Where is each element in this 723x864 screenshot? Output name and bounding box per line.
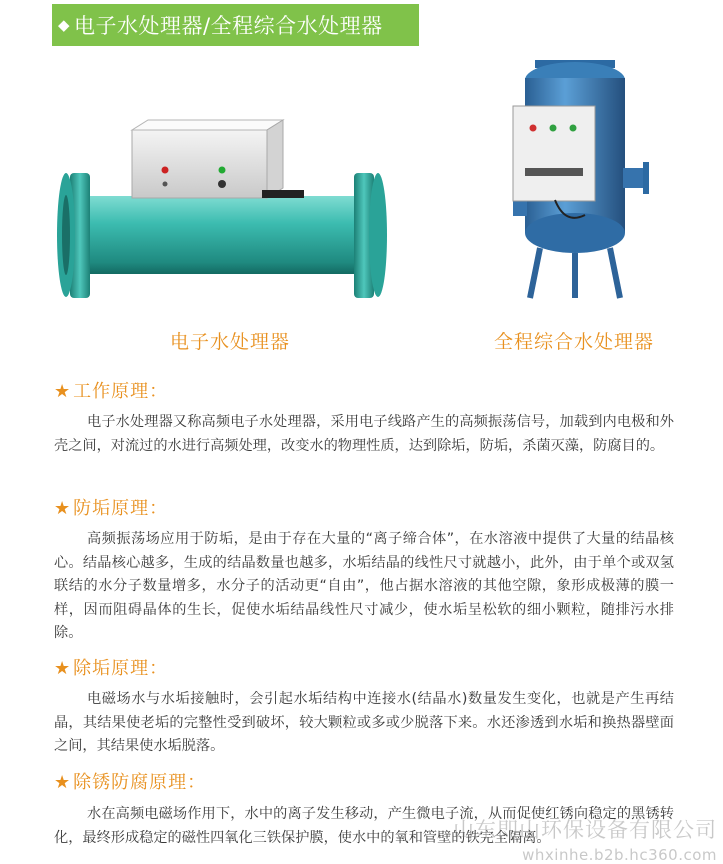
electronic-water-processor-image (52, 118, 392, 323)
section-title-descaling (54, 654, 168, 680)
section-title-scale-prevention (54, 494, 168, 520)
section-title-text: 除锈防腐原理： (73, 772, 207, 793)
paragraph-descaling: 电磁场水与水垢接触时，会引起水垢结构中连接水(结晶水)数量发生变化，也就是产生再结晶，其结果使老垢的完整性受到破坏，较大颗粒或多或少脱落下来。水还渗透到水垢和换热器壁面之间，其结果使水垢脱落。 (54, 691, 674, 754)
paragraph-scale-prevention: 高频振荡场应用于防垢，是由于存在大量的“离子缔合体”，在水溶液中提供了大量的结晶核心。结晶核心越多，生成的结晶数量也越多，水垢结晶的线性尺寸就越小，此外，由于单个或双氢联结的水分子数量增多，水分子的活动更“自由”，他占据水溶液的其他空隙，象形成极薄的膜一样，因而阻碍晶体的生长，促使水垢结晶线性尺寸减少，使水垢呈松软的细小颗粒，随排污水排除。 (54, 531, 674, 641)
star-icon: ★ (54, 381, 72, 402)
section-title-text: 除垢原理： (73, 658, 169, 679)
star-icon: ★ (54, 658, 72, 679)
caption-electronic-processor: 电子水处理器 (170, 331, 291, 353)
section-title-text: 防垢原理： (73, 498, 169, 519)
watermark-url: whxinhe.b2b.hc360.com (522, 846, 717, 864)
caption-full-process-processor: 全程综合水处理器 (494, 331, 655, 353)
watermark-company: 山东即山环保设备有限公司 (453, 818, 717, 842)
paragraph-working-principle: 电子水处理器又称高频电子水处理器，采用电子线路产生的高频振荡信号，加载到内电极和外壳之间，对流过的水进行高频处理，改变水的物理性质，达到除垢，防垢，杀菌灭藻，防腐目的。 (54, 414, 674, 454)
full-process-water-processor-image (495, 50, 655, 300)
section-title-working-principle (54, 377, 168, 403)
section-title-text: 工作原理： (73, 381, 169, 402)
section-header (52, 4, 419, 46)
section-title-rust-prevention (54, 768, 206, 794)
star-icon: ★ (54, 772, 72, 793)
paragraph-rust-prevention: 水在高频电磁场作用下，水中的离子发生移动，产生微电子流，从而促使红锈向稳定的黑锈转化，最终形成稳定的磁性四氧化三铁保护膜，使水中的氧和管壁的铁完全隔离。 (54, 806, 674, 846)
star-icon: ★ (54, 498, 72, 519)
diamond-icon: ◆ (58, 16, 71, 34)
header-title: 电子水处理器/全程综合水处理器 (74, 14, 383, 38)
